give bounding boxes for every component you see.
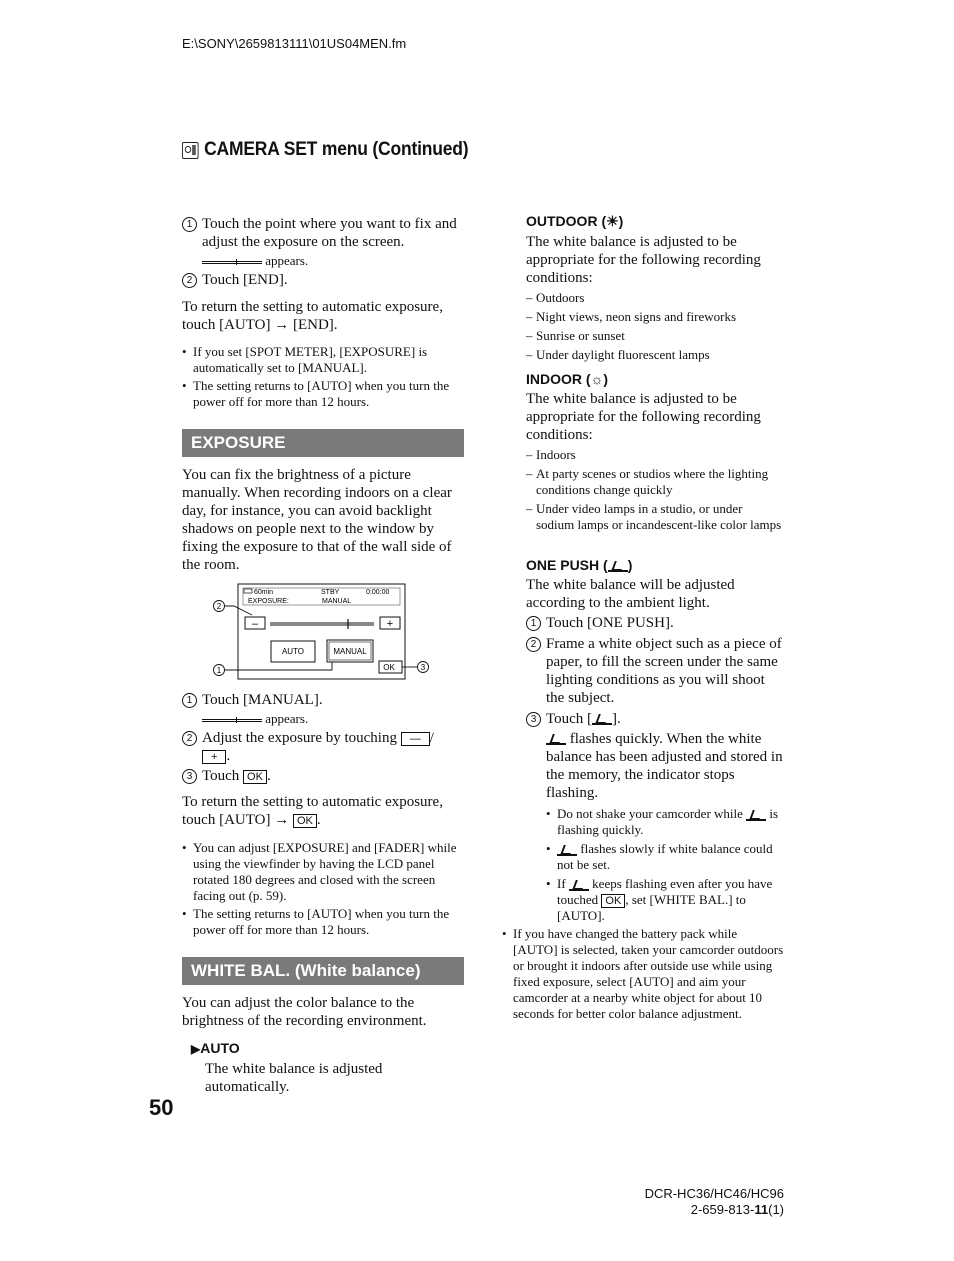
exposure-slider-icon bbox=[202, 259, 262, 265]
op-step-2: 2 Frame a white object such as a piece of paper, to fill the screen under the same lighting conditions as you will shoot the subject. bbox=[526, 635, 784, 707]
exposure-body: You can fix the brightness of a picture manually. When recording indoors on a clear day, for instance, you can avoid backlight shadows on people next to the window by fixing the exposure to that of the wall side of the room. bbox=[182, 467, 452, 573]
list-item: – Under daylight fluorescent lamps bbox=[526, 347, 784, 363]
note-item: • You can adjust [EXPOSURE] and [FADER] while using the viewfinder by having the LCD panel rotated 180 degrees and closed with the screen facing out (p. 59). bbox=[182, 840, 464, 904]
page-title-text: CAMERA SET menu (Continued) bbox=[204, 139, 469, 160]
list-item: – Outdoors bbox=[526, 290, 784, 306]
one-push-wb-icon bbox=[569, 880, 589, 891]
list-item: – Sunrise or sunset bbox=[526, 328, 784, 344]
lcd-exposure-value: MANUAL bbox=[322, 598, 352, 605]
auto-heading: ▶AUTO bbox=[191, 1040, 240, 1056]
svg-text:–: – bbox=[251, 618, 259, 630]
note-item: • If you set [SPOT METER], [EXPOSURE] is automatically set to [MANUAL]. bbox=[182, 344, 464, 376]
callout-1: 1 bbox=[216, 666, 222, 675]
svg-text:AUTO: AUTO bbox=[281, 647, 305, 656]
step-1: 1 Touch the point where you want to fix and adjust the exposure on the screen. bbox=[182, 215, 464, 251]
indoor-heading: INDOOR (☼) bbox=[526, 371, 609, 387]
callout-3: 3 bbox=[420, 663, 426, 672]
ok-button-icon: OK bbox=[601, 894, 625, 908]
section-header-exposure: EXPOSURE bbox=[182, 429, 464, 457]
light-bulb-icon: ☼ bbox=[590, 371, 604, 387]
note-item: • Do not shake your camcorder while is flashing quickly. bbox=[546, 806, 784, 838]
minus-button-icon: — bbox=[401, 732, 430, 746]
list-item: – Night views, neon signs and fireworks bbox=[526, 309, 784, 325]
exposure-steps: 1 Touch [MANUAL]. appears. 2 Adjust the exposure by touching — / + . 3 Touch OK . To return the setting to automatic exposure, touch [AUTO] → OK . • You can adjust [EXPOSURE] and [FADER] while using the viewfinder by having the LCD panel rotated 180 degrees and closed with the screen facing out (p. 59). • The setting returns to [AUTO] when you turn the power off for more than 12 hours. bbox=[182, 691, 464, 938]
page-number: 50 bbox=[149, 1095, 174, 1120]
one-push-notes bbox=[526, 806, 784, 924]
plus-button-icon: + bbox=[202, 750, 226, 764]
exp-step-3: 3 Touch OK . bbox=[182, 767, 464, 785]
page-title bbox=[182, 139, 468, 161]
notes-list bbox=[182, 840, 464, 938]
one-push-heading: ONE PUSH ( ) bbox=[526, 557, 633, 573]
lcd-battery: 60min bbox=[254, 589, 274, 596]
outdoor-section: OUTDOOR (☀) The white balance is adjusted to be appropriate for the following recording conditions: – Outdoors – Night views, neon signs and fireworks – Sunrise or sunset – Under daylight fluorescent lamps bbox=[526, 213, 784, 363]
file-path: E:\SONY\2659813111\01US04MEN.fm bbox=[182, 36, 407, 51]
notes-list bbox=[182, 344, 464, 410]
one-push-wb-icon bbox=[592, 714, 612, 725]
default-marker-icon: ▶ bbox=[191, 1042, 201, 1056]
list-item: – Under video lamps in a studio, or under sodium lamps or incandescent-like color lamps bbox=[526, 501, 784, 533]
one-push-wb-icon bbox=[557, 845, 577, 856]
camera-set-icon bbox=[182, 142, 199, 159]
lcd-exposure-label: EXPOSURE: bbox=[248, 598, 289, 605]
note-item: • The setting returns to [AUTO] when you turn the power off for more than 12 hours. bbox=[182, 906, 464, 938]
note-item: • If keeps flashing even after you have touched OK , set [WHITE BAL.] to [AUTO]. bbox=[546, 876, 784, 924]
return-instructions-2: To return the setting to automatic exposure, touch [AUTO] → OK . bbox=[182, 794, 443, 828]
one-push-wb-icon bbox=[608, 561, 628, 572]
lcd-status: STBY bbox=[321, 589, 340, 596]
svg-text:OK: OK bbox=[383, 663, 395, 672]
ok-button-icon: OK bbox=[243, 770, 267, 784]
list-item: – At party scenes or studios where the lighting conditions change quickly bbox=[526, 466, 784, 498]
return-instructions: To return the setting to automatic exposure, touch [AUTO] → [END]. bbox=[182, 299, 443, 333]
auto-body: The white balance is adjusted automatically. bbox=[205, 1061, 383, 1095]
list-item: – Indoors bbox=[526, 447, 784, 463]
op-step-1: 1 Touch [ONE PUSH]. bbox=[526, 614, 784, 632]
one-push-wb-icon bbox=[746, 810, 766, 821]
step-2: 2 Touch [END]. bbox=[182, 271, 464, 289]
one-push-wb-icon bbox=[546, 734, 566, 745]
op-step-3: 3 Touch [ ]. bbox=[526, 710, 784, 728]
callout-2: 2 bbox=[216, 602, 222, 611]
svg-text:+: + bbox=[386, 618, 394, 630]
note-item: • The setting returns to [AUTO] when you turn the power off for more than 12 hours. bbox=[182, 378, 464, 410]
indoor-section: INDOOR (☼) The white balance is adjusted to be appropriate for the following recording conditions: – Indoors – At party scenes or studios where the lighting conditions change quickly – Under video lamps in a studio, or under sodium lamps or incandescent-like color lamps bbox=[526, 371, 784, 533]
slider-appears: appears. bbox=[182, 253, 464, 269]
section-header-white-balance: WHITE BAL. (White balance) bbox=[182, 957, 464, 985]
one-push-section: ONE PUSH ( ) The white balance will be adjusted according to the ambient light. 1 Touch [ONE PUSH]. 2 Frame a white object such as a piece of paper, to fill the screen under the same lighting conditions as you will shoot the subject. 3 Touch [ ]. flashes quickly. When the white balance has been adjusted and stored in the memory, the indicator stops flashing. • Do not shake your camcorder while is flashing quickly. • flashes slowly if white balance could not be set. • If keeps flashing even after you have touched OK , set [WHITE BAL.] to [AUTO]. bbox=[526, 557, 784, 924]
intro-steps bbox=[182, 215, 464, 410]
white-balance-body: You can adjust the color balance to the brightness of the recording environment. bbox=[182, 995, 427, 1029]
model-footer: DCR-HC36/HC46/HC96 2-659-813-11(1) bbox=[644, 1186, 784, 1217]
ok-button-icon: OK bbox=[293, 814, 317, 828]
sun-icon: ☀ bbox=[606, 213, 619, 229]
outdoor-heading: OUTDOOR (☀) bbox=[526, 213, 624, 229]
note-item: • flashes slowly if white balance could not be set. bbox=[546, 841, 784, 873]
exp-step-1: 1 Touch [MANUAL]. bbox=[182, 691, 464, 709]
svg-text:MANUAL: MANUAL bbox=[333, 647, 367, 656]
exp-step-2: 2 Adjust the exposure by touching — / + . bbox=[182, 729, 464, 765]
exposure-slider-icon bbox=[202, 717, 262, 723]
final-note: • If you have changed the battery pack while [AUTO] is selected, taken your camcorder outdoors or brought it indoors after outside use while using fixed exposure, select [AUTO] and aim your camcorder at a nearby white object for about 10 seconds for better color balance adjustment. bbox=[502, 926, 784, 1022]
lcd-time: 0:00:00 bbox=[366, 589, 390, 596]
lcd-exposure-illustration bbox=[208, 584, 426, 680]
